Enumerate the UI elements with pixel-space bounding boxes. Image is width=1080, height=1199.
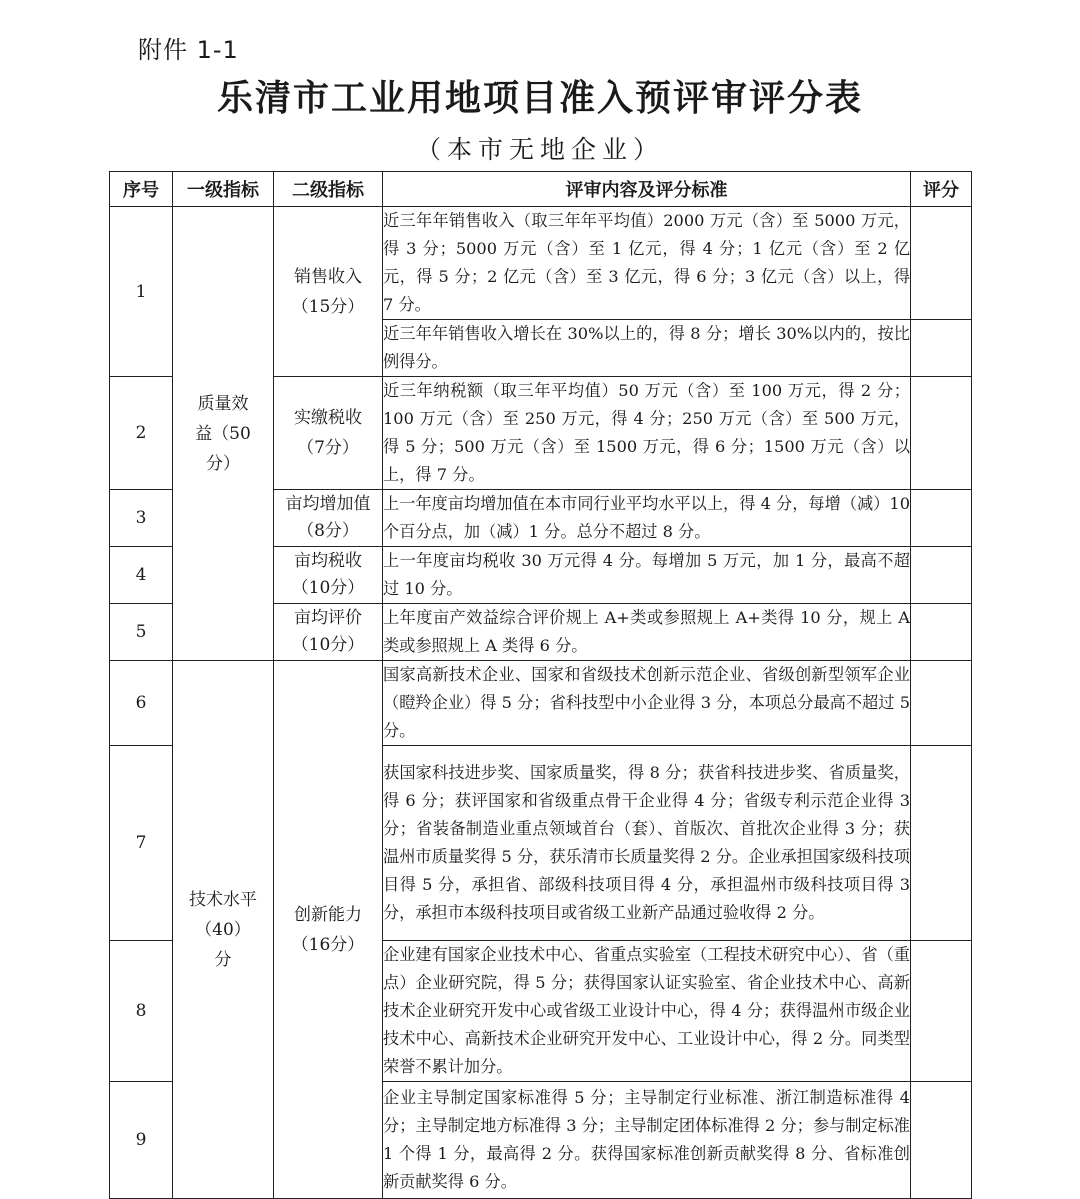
level2-text: 实缴税收（7分） [294, 408, 362, 458]
level1-quality-benefit [173, 207, 274, 661]
criteria-text: 获国家科技进步奖、国家质量奖，得 8 分；获省科技进步奖、省质量奖，得 6 分；获评国家和省级重点骨干企业得 4 分；省级专利示范企业得 3 分；省装备制造业重点领域首台（套）、首版次、首批次企业得 3 分；获温州市质量奖得 5 分，获乐清市长质量奖得 2 分。企业承担国家级科技项目得 5 分，承担省、部级科技项目得 4 分，承担温州市级科技项目得 3 分，承担市本级科技项目或省级工业新产品通过验收得 2 分。 [383, 746, 911, 941]
criteria-text: 企业建有国家企业技术中心、省重点实验室（工程技术研究中心）、省（重点）企业研究院，得 5 分；获得国家认证实验室、省企业技术中心、高新技术企业研究开发中心或省级工业设计中心，得 4 分；获得温州市级企业技术中心、高新技术企业研究开发中心、工业设计中心，得 2 分。同类型荣誉不累计加分。 [383, 941, 911, 1082]
level2-text: 创新能力（16分） [291, 904, 365, 955]
row-number: 2 [110, 377, 173, 490]
row-number: 6 [110, 661, 173, 746]
score-cell[interactable] [911, 661, 972, 746]
score-cell[interactable] [911, 547, 972, 604]
col-header-no: 序号 [110, 172, 173, 207]
score-cell[interactable] [911, 320, 972, 377]
row-number: 5 [110, 604, 173, 661]
level2-text: 亩均增加值（8分） [285, 494, 371, 541]
criteria-text: 上一年度亩均增加值在本市同行业平均水平以上，得 4 分，每增（减）10 个百分点，加（减）1 分。总分不超过 8 分。 [383, 490, 911, 547]
criteria-text: 近三年纳税额（取三年平均值）50 万元（含）至 100 万元，得 2 分；100 万元（含）至 250 万元，得 4 分；250 万元（含）至 500 万元，得 5 分；500 万元（含）至 1500 万元，得 6 分；1500 万元（含）以上，得 7 分。 [383, 377, 911, 490]
criteria-text: 国家高新技术企业、国家和省级技术创新示范企业、省级创新型领军企业（瞪羚企业）得 5 分；省科技型中小企业得 3 分，本项总分最高不超过 5 分。 [383, 661, 911, 746]
row-number: 8 [110, 941, 173, 1082]
col-header-level2: 二级指标 [274, 172, 383, 207]
level2-label [274, 547, 383, 604]
score-cell[interactable] [911, 746, 972, 941]
level2-label [274, 490, 383, 547]
level2-text: 亩均评价（10分） [291, 608, 365, 655]
row-number: 1 [110, 207, 173, 377]
level2-label [274, 661, 383, 1199]
page-subtitle: （本市无地企业） [415, 135, 664, 164]
level1-technical-level [173, 661, 274, 1199]
criteria-text: 企业主导制定国家标准得 5 分；主导制定行业标准、浙江制造标准得 4 分；主导制定地方标准得 3 分；主导制定团体标准得 2 分；参与制定标准 1 个得 1 分，最高得 2 分。获得国家标准创新贡献奖得 8 分、省标准创新贡献奖得 6 分。 [383, 1082, 911, 1199]
col-header-score: 评分 [911, 172, 972, 207]
level1-label: 质量效益（50分） [195, 393, 251, 474]
level2-label [274, 207, 383, 377]
row-number: 9 [110, 1082, 173, 1199]
row-number: 7 [110, 746, 173, 941]
level2-text: 亩均税收（10分） [291, 551, 365, 598]
level2-label [274, 604, 383, 661]
score-cell[interactable] [911, 941, 972, 1082]
criteria-text: 近三年年销售收入增长在 30%以上的，得 8 分；增长 30%以内的，按比例得分。 [383, 320, 911, 377]
score-cell[interactable] [911, 207, 972, 320]
header-row [110, 172, 972, 207]
criteria-text: 上年度亩产效益综合评价规上 A+类或参照规上 A+类得 10 分，规上 A 类或参照规上 A 类得 6 分。 [383, 604, 911, 661]
score-cell[interactable] [911, 1082, 972, 1199]
level2-label [274, 377, 383, 490]
attachment-label: 附件 1-1 [138, 36, 239, 64]
criteria-text: 近三年年销售收入（取三年年平均值）2000 万元（含）至 5000 万元，得 3 分；5000 万元（含）至 1 亿元，得 4 分；1 亿元（含）至 2 亿元，得 5 分；2 亿元（含）至 3 亿元，得 6 分；3 亿元（含）以上，得 7 分。 [383, 207, 911, 320]
col-header-criteria: 评审内容及评分标准 [383, 172, 911, 207]
row-number: 4 [110, 547, 173, 604]
criteria-text: 上一年度亩均税收 30 万元得 4 分。每增加 5 万元，加 1 分，最高不超过 10 分。 [383, 547, 911, 604]
page-title: 乐清市工业用地项目准入预评审评分表 [216, 77, 863, 119]
table-row [110, 661, 972, 746]
table-row [110, 207, 972, 320]
level2-text: 销售收入（15分） [291, 266, 365, 317]
row-number: 3 [110, 490, 173, 547]
level1-label: 技术水平（40）分 [189, 889, 257, 970]
score-cell[interactable] [911, 377, 972, 490]
score-cell[interactable] [911, 604, 972, 661]
scoring-table [109, 171, 972, 1199]
score-cell[interactable] [911, 490, 972, 547]
col-header-level1: 一级指标 [173, 172, 274, 207]
